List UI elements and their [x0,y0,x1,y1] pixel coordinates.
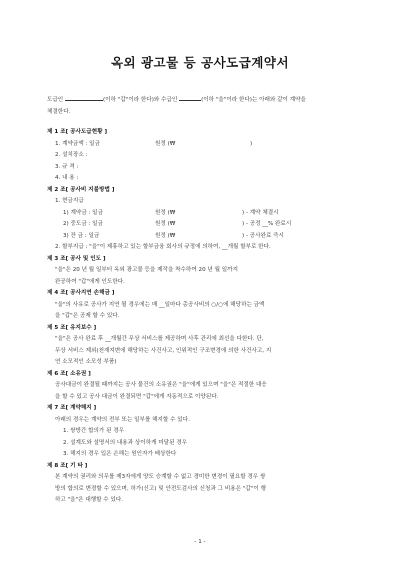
page-number: - 1 - [194,539,206,545]
article-1-item: 2. 설치장소 : [55,152,88,158]
contractor-name-blank[interactable] [65,100,103,101]
article-3-line: "을"은 20 년 월 일부터 옥외 광고물 등을 제작을 착수하여 20 년 월 일까지 [55,267,238,273]
article-7-item: 3. 해지의 경우 입은 손해는 원인자가 배상한다 [63,451,177,457]
contract-body [47,127,357,507]
article-7-intro: 아래의 경우는 계약의 전부 또는 일부를 해지할 수 있다. [55,416,190,423]
installment-note: 2. 할부지급 : "을"이 제휴하고 있는 할부금융 회사의 규정에 의하여, __개월 할부로 한다. [55,244,271,250]
intro-paragraph [47,95,357,118]
article-6-line: 공사대금이 완결될 때까지는 공사 물건의 소유권은 "을"에게 있으며 "을"은 적절한 대응 [55,382,267,388]
article-6-line: 을 할 수 있고 공사 대금이 완결되면 "갑"에게 자동적으로 이양된다. [55,393,219,400]
article-4-line: 을 "갑"은 공제 할 수 있다. [55,313,120,319]
article-8-line: 본 계약의 권리와 의무를 제3자에게 양도 승계할 수 없고 경미한 변경이 필요할 경우 쌍 [55,474,266,480]
article-5-heading: 제 5 조[ 유지보수 ] [47,324,97,331]
payment-row: 1) 계약금 : 일금 원정 (₩ ) - 계약 체결시 [63,209,279,216]
article-8-heading: 제 8 조[ 기 타 ] [47,462,88,469]
article-7-heading: 제 7 조[ 계약해지 ] [47,405,97,411]
article-2-subheading: 1. 현금지급 [55,198,84,204]
article-1-item: 3. 규 격 : [55,163,79,170]
intro-text-2: (이하 "갑"이라 한다)와 수급인 [103,97,180,103]
article-4-line: "을"의 사유로 공사가 지연 될 경우에는 매 __일마다 총공사비의 ○/○에 해당하는 금액 [55,301,265,308]
subcontractor-name-blank[interactable] [179,100,201,101]
article-7-item: 1. 쌍방간 합의가 된 경우 [63,428,125,434]
payment-row: 3) 잔 금 : 일금 원정 (₩ ) - 공사완료 즉시 [63,232,284,239]
article-1-heading: 제 1 조[ 공사도급현황 ] [47,129,108,135]
article-5-line: 무상 서비스 제외(천재지변에 해당하는 사건사고, 인위적인 구조변경에 의한 사건사고, 지 [55,347,272,354]
article-8-line: 방의 합의로 변경할 수 있으며, 허가(신고) 및 안전도검사의 신청과 그 비용은 "갑"이 행 [55,485,266,492]
article-3-heading: 제 3 조[ 공사 및 인도 ] [47,255,106,262]
article-3-line: 완공하여 "갑"에게 인도한다. [55,278,125,285]
article-8-line: 하고 "을"은 대행할 수 있다. [55,497,124,503]
article-1-item: 4. 내 용 : [55,175,79,181]
article-4-heading: 제 4 조[ 공사지연 손해금 ] [47,290,115,296]
payment-row: 2) 중도금 : 일금 원정 (₩ ) - 공정 __% 완료시 [63,221,292,227]
article-5-line: 연 소모적인 소모성 부품) [55,359,117,365]
article-2-heading: 제 2 조[ 공사비 지불방법 ] [47,186,115,193]
article-1-item: 1. 계약금액 : 일금 원정 (₩ ) [55,140,253,147]
article-7-item: 2. 설계도와 설명서의 내용과 상이하게 미달된 경우 [63,439,188,446]
document-title: 옥외 광고물 등 공사도급계약서 [110,55,290,70]
intro-text-1: 도급인 [47,97,65,103]
intro-text-3: (이하 "을"이라 한다)는 아래와 같이 계약을 [201,97,306,103]
intro-text-line2: 체결한다. [47,108,71,115]
article-6-heading: 제 6 조[ 소유권 ] [47,370,91,377]
article-5-line: "을"은 공사 완료 후 __개월간 무상 서비스를 제공하며 사후 관리에 최선을 다한다. 단, [55,336,264,342]
